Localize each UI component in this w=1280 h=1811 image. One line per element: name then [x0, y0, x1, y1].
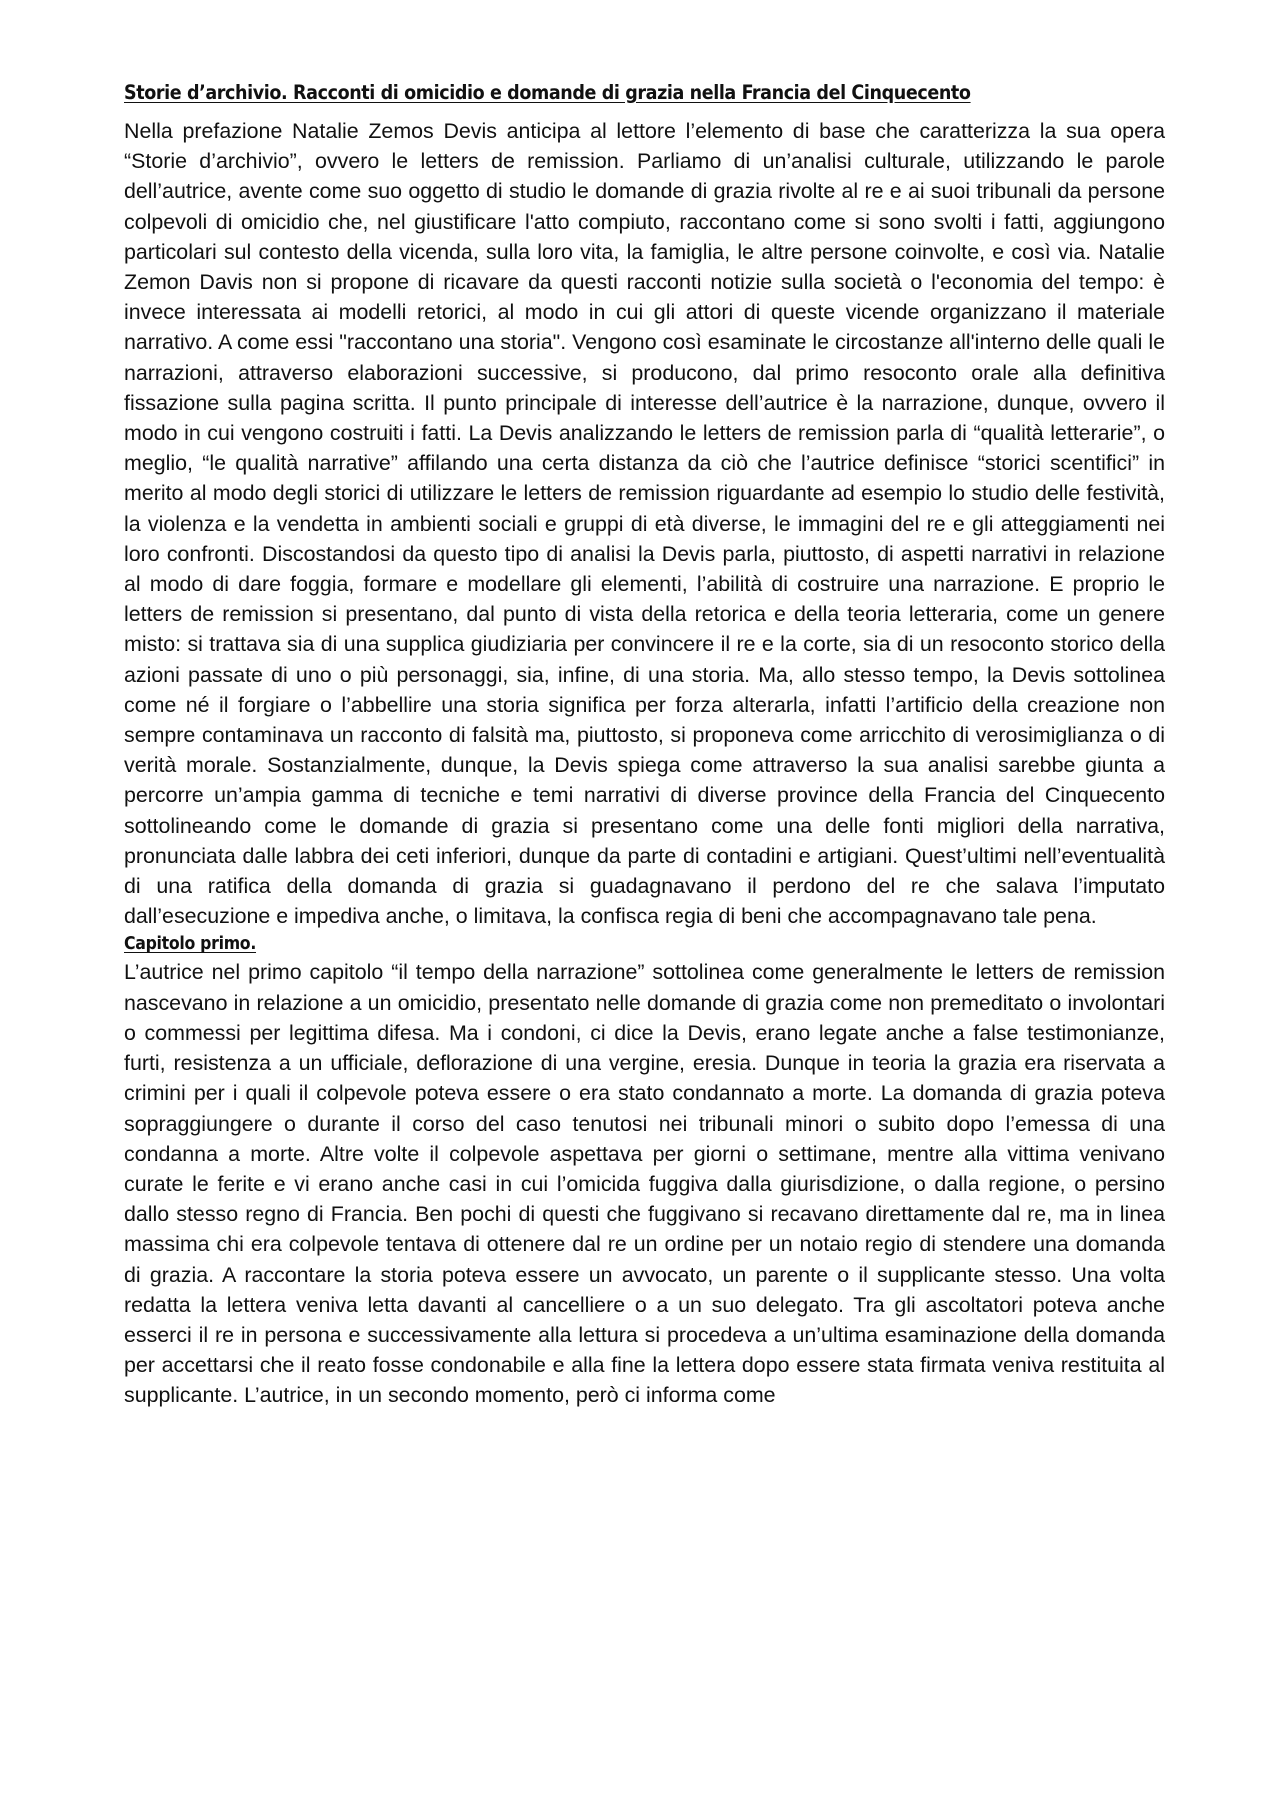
chapter-paragraph: L’autrice nel primo capitolo “il tempo della narrazione” sottolinea come generalmente le letters de remission nascevano in relazione a un omicidio, presentato nelle domande di grazia come non premeditato o involontari o commessi per legittima difesa. Ma i condoni, ci dice la Devis, erano legate anche a false testimonianze, furti, resistenza a un ufficiale, deflorazione di una vergine, eresia. Dunque in teoria la grazia era riservata a crimini per i quali il colpevole poteva essere o era stato condannato a morte. La domanda di grazia poteva sopraggiungere o durante il corso del caso tenutosi nei tribunali minori o subito dopo l’emessa di una condanna a morte. Altre volte il colpevole aspettava per giorni o settimane, mentre alla vittima venivano curate le ferite e vi erano anche casi in cui l’omicida fuggiva dalla giurisdizione, o dalla regione, o persino dallo stesso regno di Francia. Ben pochi di questi che fuggivano si recavano direttamente dal re, ma in linea massima chi era colpevole tentava di ottenere dal re un ordine per un notaio regio di stendere una domanda di grazia. A raccontare la storia poteva essere un avvocato, un parente o il supplicante stesso. Una volta redatta la lettera veniva letta davanti al cancelliere o a un suo delegato. Tra gli ascoltatori poteva anche esserci il re in persona e successivamente alla lettura si procedeva a un’ultima esaminazione della domanda per accettarsi che il reato fosse condonabile e alla fine la lettera dopo essere stata firmata veniva restituita al supplicante. L’autrice, in un secondo momento, però ci informa come: [124, 960, 1165, 1408]
intro-paragraph: Nella prefazione Natalie Zemos Devis anticipa al lettore l’elemento di base che caratterizza la sua opera “Storie d’archivio”, ovvero le letters de remission. Parliamo di un’analisi culturale, utilizzando le parole dell’autrice, avente come suo oggetto di studio le domande di grazia rivolte al re e ai suoi tribunali da persone colpevoli di omicidio che, nel giustificare l'atto compiuto, raccontano come si sono svolti i fatti, aggiungono particolari sul contesto della vicenda, sulla loro vita, la famiglia, le altre persone coinvolte, e così via. Natalie Zemon Davis non si propone di ricavare da questi racconti notizie sulla società o l'economia del tempo: è invece interessata ai modelli retorici, al modo in cui gli attori di queste vicende organizzano il materiale narrativo. A come essi "raccontano una storia". Vengono così esaminate le circostanze all'interno delle quali le narrazioni, attraverso elaborazioni successive, si producono, dal primo resoconto orale alla definitiva fissazione sulla pagina scritta. Il punto principale di interesse dell’autrice è la narrazione, dunque, ovvero il modo in cui vengono costruiti i fatti. La Devis analizzando le letters de remission parla di “qualità letterarie”, o meglio, “le qualità narrative” affilando una certa distanza da ciò che l’autrice definisce “storici scentifici” in merito al modo degli storici di utilizzare le letters de remission riguardante ad esempio lo studio delle festività, la violenza e la vendetta in ambienti sociali e gruppi di età diverse, le immagini del re e gli atteggiamenti nei loro confronti. Discostandosi da questo tipo di analisi la Devis parla, piuttosto, di aspetti narrativi in relazione al modo di dare foggia, formare e modellare gli elementi, l’abilità di costruire una narrazione. E proprio le letters de remission si presentano, dal punto di vista della retorica e della teoria letteraria, come un genere misto: si trattava sia di una supplica giudiziaria per convincere il re e la corte, sia di un resoconto storico della azioni passate di uno o più personaggi, sia, infine, di una storia. Ma, allo stesso tempo, la Devis sottolinea come né il forgiare o l’abbellire una storia significa per forza alterarla, infatti l’artificio della creazione non sempre contaminava un racconto di falsità ma, piuttosto, si proponeva come arricchito di verosimiglianza o di verità morale. Sostanzialmente, dunque, la Devis spiega come attraverso la sua analisi sarebbe giunta a percorre un’ampia gamma di tecniche e temi narrativi di diverse province della Francia del Cinquecento sottolineando come le domande di grazia si presentano come una delle fonti migliori della narrativa, pronunciata dalle labbra dei ceti inferiori, dunque da parte di contadini e artigiani. Quest’ultimi nell’eventualità di una ratifica della domanda di grazia si guadagnavano il perdono del re che salava l’imputato dall’esecuzione e impediva anche, o limitava, la confisca regia di beni che accompagnavano tale pena.: [124, 119, 1165, 929]
chapter-heading: Capitolo primo.: [124, 934, 257, 955]
document-page: [124, 78, 1165, 1411]
document-title: Storie d’archivio. Racconti di omicidio e domande di grazia nella Francia del Cinquecento: [124, 81, 971, 104]
